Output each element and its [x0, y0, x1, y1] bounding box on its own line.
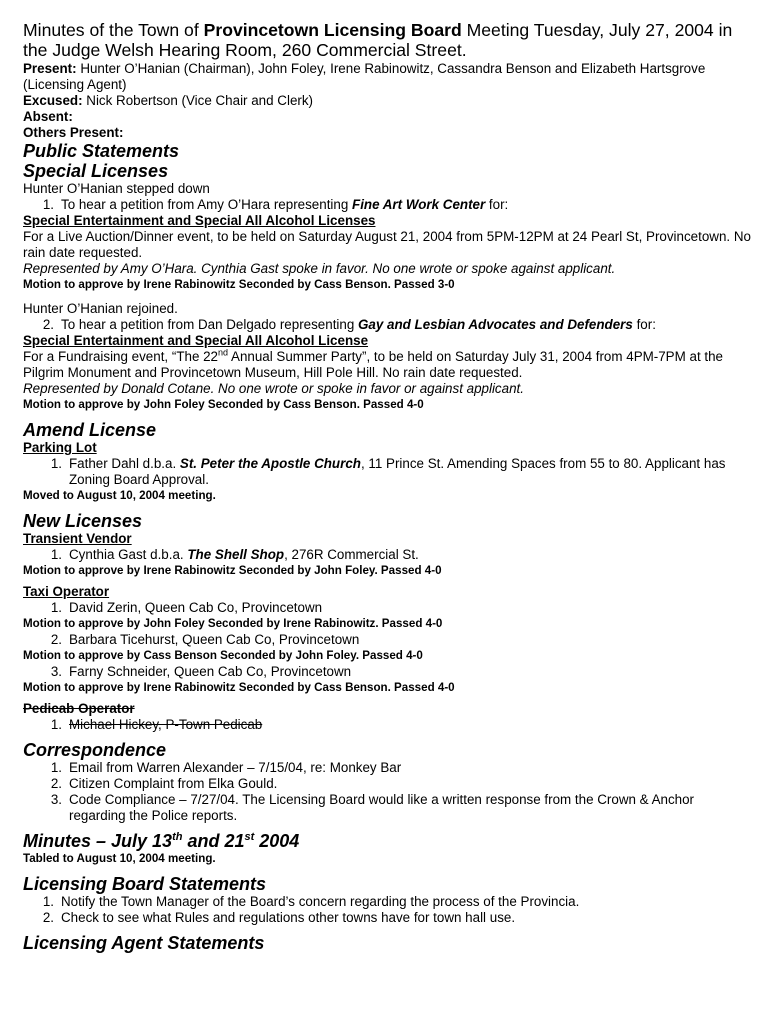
transient-vendor-subheading: Transient Vendor [23, 531, 132, 546]
excused-label: Excused: [23, 93, 83, 108]
minutes-heading-end: 2004 [254, 831, 300, 851]
license-type: Special Entertainment and Special All Alcohol License [23, 333, 369, 348]
correspondence-heading: Correspondence [23, 740, 167, 760]
applicant-text: Father Dahl d.b.a. [69, 456, 180, 471]
motion-line: Motion to approve by John Foley Seconded by Irene Rabinowitz. Passed 4-0 [23, 617, 443, 630]
rejoined-note: Hunter O’Hanian rejoined. [23, 301, 178, 316]
agent-statements-heading: Licensing Agent Statements [23, 933, 265, 953]
represented-note: Represented by Donald Cotane. No one wrote or spoke in favor or against applicant. [23, 381, 524, 396]
special-license-item-1 [23, 197, 753, 213]
correspondence-item-1 [23, 760, 753, 776]
title-prefix: Minutes of the Town of [23, 20, 204, 40]
board-statement-item-1 [23, 894, 753, 910]
list-number: 2. [50, 776, 62, 791]
list-text: Email from Warren Alexander – 7/15/04, re: Monkey Bar [69, 760, 402, 775]
description-start: For a Fundraising event, “The 22 [23, 349, 219, 364]
list-number: 2. [50, 632, 62, 647]
board-statements-heading: Licensing Board Statements [23, 874, 267, 894]
represented-note: Represented by Amy O’Hara. Cynthia Gast spoke in favor. No one wrote or spoke against applicant. [23, 261, 616, 276]
pedicab-operator-item [23, 717, 753, 733]
list-text: David Zerin, Queen Cab Co, Provincetown [69, 600, 323, 615]
taxi-operator-item-2 [23, 632, 753, 648]
address-text: , 276R Commercial St. [284, 547, 419, 562]
list-text: Code Compliance – 7/27/04. The Licensing Board would like a written response from the Crown & Anchor regarding the Police reports. [69, 792, 694, 823]
list-number: 3. [50, 664, 62, 679]
special-licenses-heading: Special Licenses [23, 161, 169, 181]
list-text: Check to see what Rules and regulations other towns have for town hall use. [61, 910, 516, 925]
list-text [69, 456, 753, 488]
minutes-heading-start: Minutes – July 13 [23, 831, 173, 851]
list-text: Notify the Town Manager of the Board’s concern regarding the process of the Provincia. [61, 894, 580, 909]
others-present-label: Others Present: [23, 125, 124, 140]
amend-license-heading: Amend License [23, 420, 157, 440]
organization-name: St. Peter the Apostle Church [179, 456, 361, 471]
amend-license-item [23, 456, 753, 488]
minutes-heading [23, 831, 753, 851]
list-number: 2. [42, 317, 54, 332]
organization-name: The Shell Shop [187, 547, 285, 562]
taxi-operator-item-1 [23, 600, 753, 616]
ordinal-suffix: nd [218, 347, 229, 358]
list-number: 1. [42, 197, 54, 212]
event-description [23, 349, 753, 381]
new-licenses-heading: New Licenses [23, 511, 143, 531]
title-board-name: Provincetown Licensing Board [203, 20, 462, 40]
motion-line: Motion to approve by Irene Rabinowitz Seconded by Cass Benson. Passed 4-0 [23, 681, 455, 694]
document-title [23, 20, 753, 60]
list-text: Farny Schneider, Queen Cab Co, Provincetown [69, 664, 352, 679]
list-number: 2. [42, 910, 54, 925]
petition-text: To hear a petition from Dan Delgado representing [61, 317, 358, 332]
list-text: Citizen Complaint from Elka Gould. [69, 776, 278, 791]
transient-vendor-item [23, 547, 753, 563]
taxi-operator-item-3 [23, 664, 753, 680]
list-number: 1. [50, 717, 62, 732]
list-text: Barbara Ticehurst, Queen Cab Co, Provincetown [69, 632, 360, 647]
list-text [69, 547, 753, 563]
moved-note: Moved to August 10, 2004 meeting. [23, 489, 216, 502]
list-text [61, 197, 753, 213]
motion-line: Motion to approve by John Foley Seconded by Cass Benson. Passed 4-0 [23, 398, 424, 411]
correspondence-item-2 [23, 776, 753, 792]
present-label: Present: [23, 61, 77, 76]
public-statements-heading: Public Statements [23, 141, 180, 161]
special-license-item-2 [23, 317, 753, 333]
excused-value: Nick Robertson (Vice Chair and Clerk) [82, 93, 313, 108]
organization-name: Gay and Lesbian Advocates and Defenders [358, 317, 633, 332]
present-value: Hunter O’Hanian (Chairman), John Foley, Irene Rabinowitz, Cassandra Benson and Elizabeth Hartsgrove (Licensing Agent) [23, 61, 706, 92]
applicant-text: Cynthia Gast d.b.a. [69, 547, 188, 562]
absent-label: Absent: [23, 109, 73, 124]
ordinal-suffix: st [244, 831, 255, 843]
organization-name: Fine Art Work Center [352, 197, 486, 212]
correspondence-item-3 [23, 792, 753, 824]
motion-line: Motion to approve by Irene Rabinowitz Seconded by Cass Benson. Passed 3-0 [23, 278, 455, 291]
tabled-note: Tabled to August 10, 2004 meeting. [23, 852, 216, 865]
list-number: 1. [50, 547, 62, 562]
minutes-heading-mid: and 21 [182, 831, 245, 851]
motion-line: Motion to approve by Cass Benson Seconded by John Foley. Passed 4-0 [23, 649, 423, 662]
petition-text: To hear a petition from Amy O’Hara representing [61, 197, 353, 212]
pedicab-operator-subheading: Pedicab Operator [23, 701, 135, 716]
event-description: For a Live Auction/Dinner event, to be held on Saturday August 21, 2004 from 5PM-12PM at 24 Pearl St, Provincetown. No rain date requested. [23, 229, 751, 260]
motion-line: Motion to approve by Irene Rabinowitz Seconded by John Foley. Passed 4-0 [23, 564, 442, 577]
list-text: Michael Hickey, P-Town Pedicab [69, 717, 263, 732]
list-number: 1. [50, 456, 62, 471]
title-suffix: Meeting Tuesday, July 27, 2004 in the Judge Welsh Hearing Room, 260 Commercial Street. [23, 20, 733, 60]
board-statement-item-2 [23, 910, 753, 926]
ordinal-suffix: th [172, 831, 183, 843]
petition-suffix: for: [632, 317, 656, 332]
parking-lot-subheading: Parking Lot [23, 440, 97, 455]
list-text [61, 317, 753, 333]
description-end: Annual Summer Party”, to be held on Saturday July 31, 2004 from 4PM-7PM at the Pilgrim Monument and Provincetown Museum, Hill Pole Hill. No rain date requested. [23, 349, 723, 380]
list-number: 1. [50, 760, 62, 775]
list-number: 1. [42, 894, 54, 909]
license-type: Special Entertainment and Special All Alcohol Licenses [23, 213, 376, 228]
amend-details: , 11 Prince St. Amending Spaces from 55 to 80. Applicant has Zoning Board Approval. [69, 456, 726, 487]
present-line [23, 61, 753, 93]
list-number: 3. [50, 792, 62, 807]
minutes-document [23, 20, 753, 953]
excused-line [23, 93, 753, 109]
list-number: 1. [50, 600, 62, 615]
taxi-operator-subheading: Taxi Operator [23, 584, 110, 599]
stepped-down-note: Hunter O’Hanian stepped down [23, 181, 210, 196]
petition-suffix: for: [485, 197, 509, 212]
